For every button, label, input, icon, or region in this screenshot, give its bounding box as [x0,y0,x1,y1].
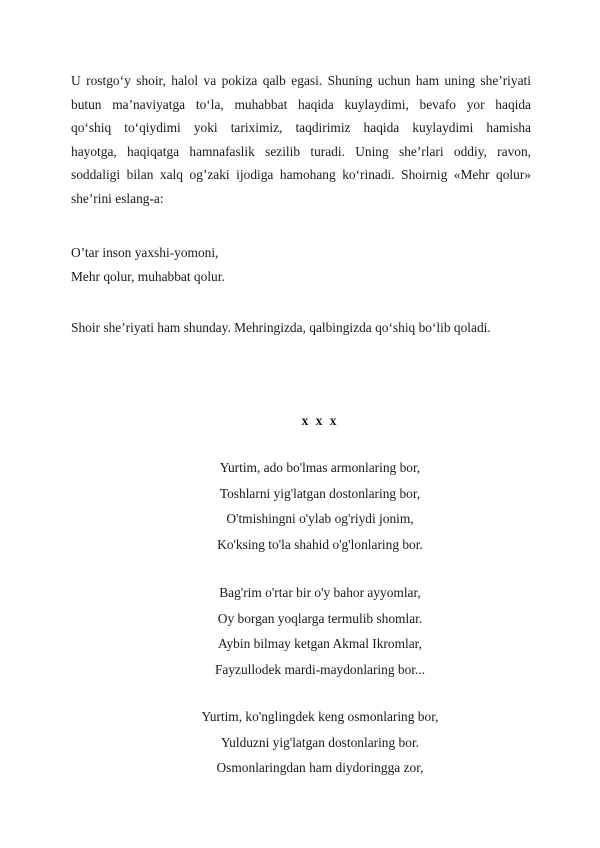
paragraph-line: Shoir she’riyati ham shunday. Mehringizda, qalbingizda qo‘shiq bo‘lib qoladi. [71,320,491,335]
paragraph-line: she’rini eslang-a: [71,190,164,206]
paragraph-line: butun ma’naviyatga to‘la, muhabbat haqida kuylaydimi, bevafo yor haqida [71,96,531,112]
poem-line: Bag'rim o'rtar bir o'y bahor ayyomlar, [219,585,421,600]
poem-separator-heading: x x x [301,413,339,428]
paragraph-line: hayotga, haqiqatga hamnafaslik sezilib turadi. Uning she’rlari oddiy, ravon, [71,143,531,159]
paragraph-line: U rostgo‘y shoir, halol va pokiza qalb egasi. Shuning uchun ham uning she’riyati [71,73,531,88]
quoted-verse [71,241,531,288]
poem-line: Yurtim, ko'nglingdek keng osmonlaring bor, [201,709,439,724]
poem-line: O'tmishingni o'ylab og'riydi jonim, [226,511,414,527]
poem-line: Osmonlaringdan ham diydoringga zor, [216,760,424,776]
poem-line: Fayzullodek mardi-maydonlaring bor... [214,661,426,677]
poem-stanza [0,580,600,682]
closing-paragraph [71,316,531,340]
poem-stanza [0,704,600,781]
quote-line: Mehr qolur, muhabbat qolur. [71,268,225,284]
poem-line: Toshlarni yig'latgan dostonlaring bor, [219,485,421,501]
poem-stanza [0,455,600,557]
intro-paragraph [71,69,531,211]
paragraph-line: soddaligi bilan xalq og’zaki ijodiga hamohang ko‘rinadi. Shoirnig «Mehr qolur» [71,167,531,183]
poem-line: Ko'ksing to'la shahid o'g'lonlaring bor. [217,536,423,552]
quote-line: O’tar inson yaxshi-yomoni, [71,245,219,260]
poem-line: Oy borgan yoqlarga termulib shomlar. [217,610,423,626]
poem-line: Yulduzni yig'latgan dostonlaring bor. [220,734,420,750]
poem-line: Aybin bilmay ketgan Akmal Ikromlar, [218,636,422,652]
poem-line: Yurtim, ado bo'lmas armonlaring bor, [219,460,421,475]
paragraph-line: qo‘shiq to‘qiydimi yoki tariximiz, taqdirimiz haqida kuylaydimi hamisha [71,120,531,136]
